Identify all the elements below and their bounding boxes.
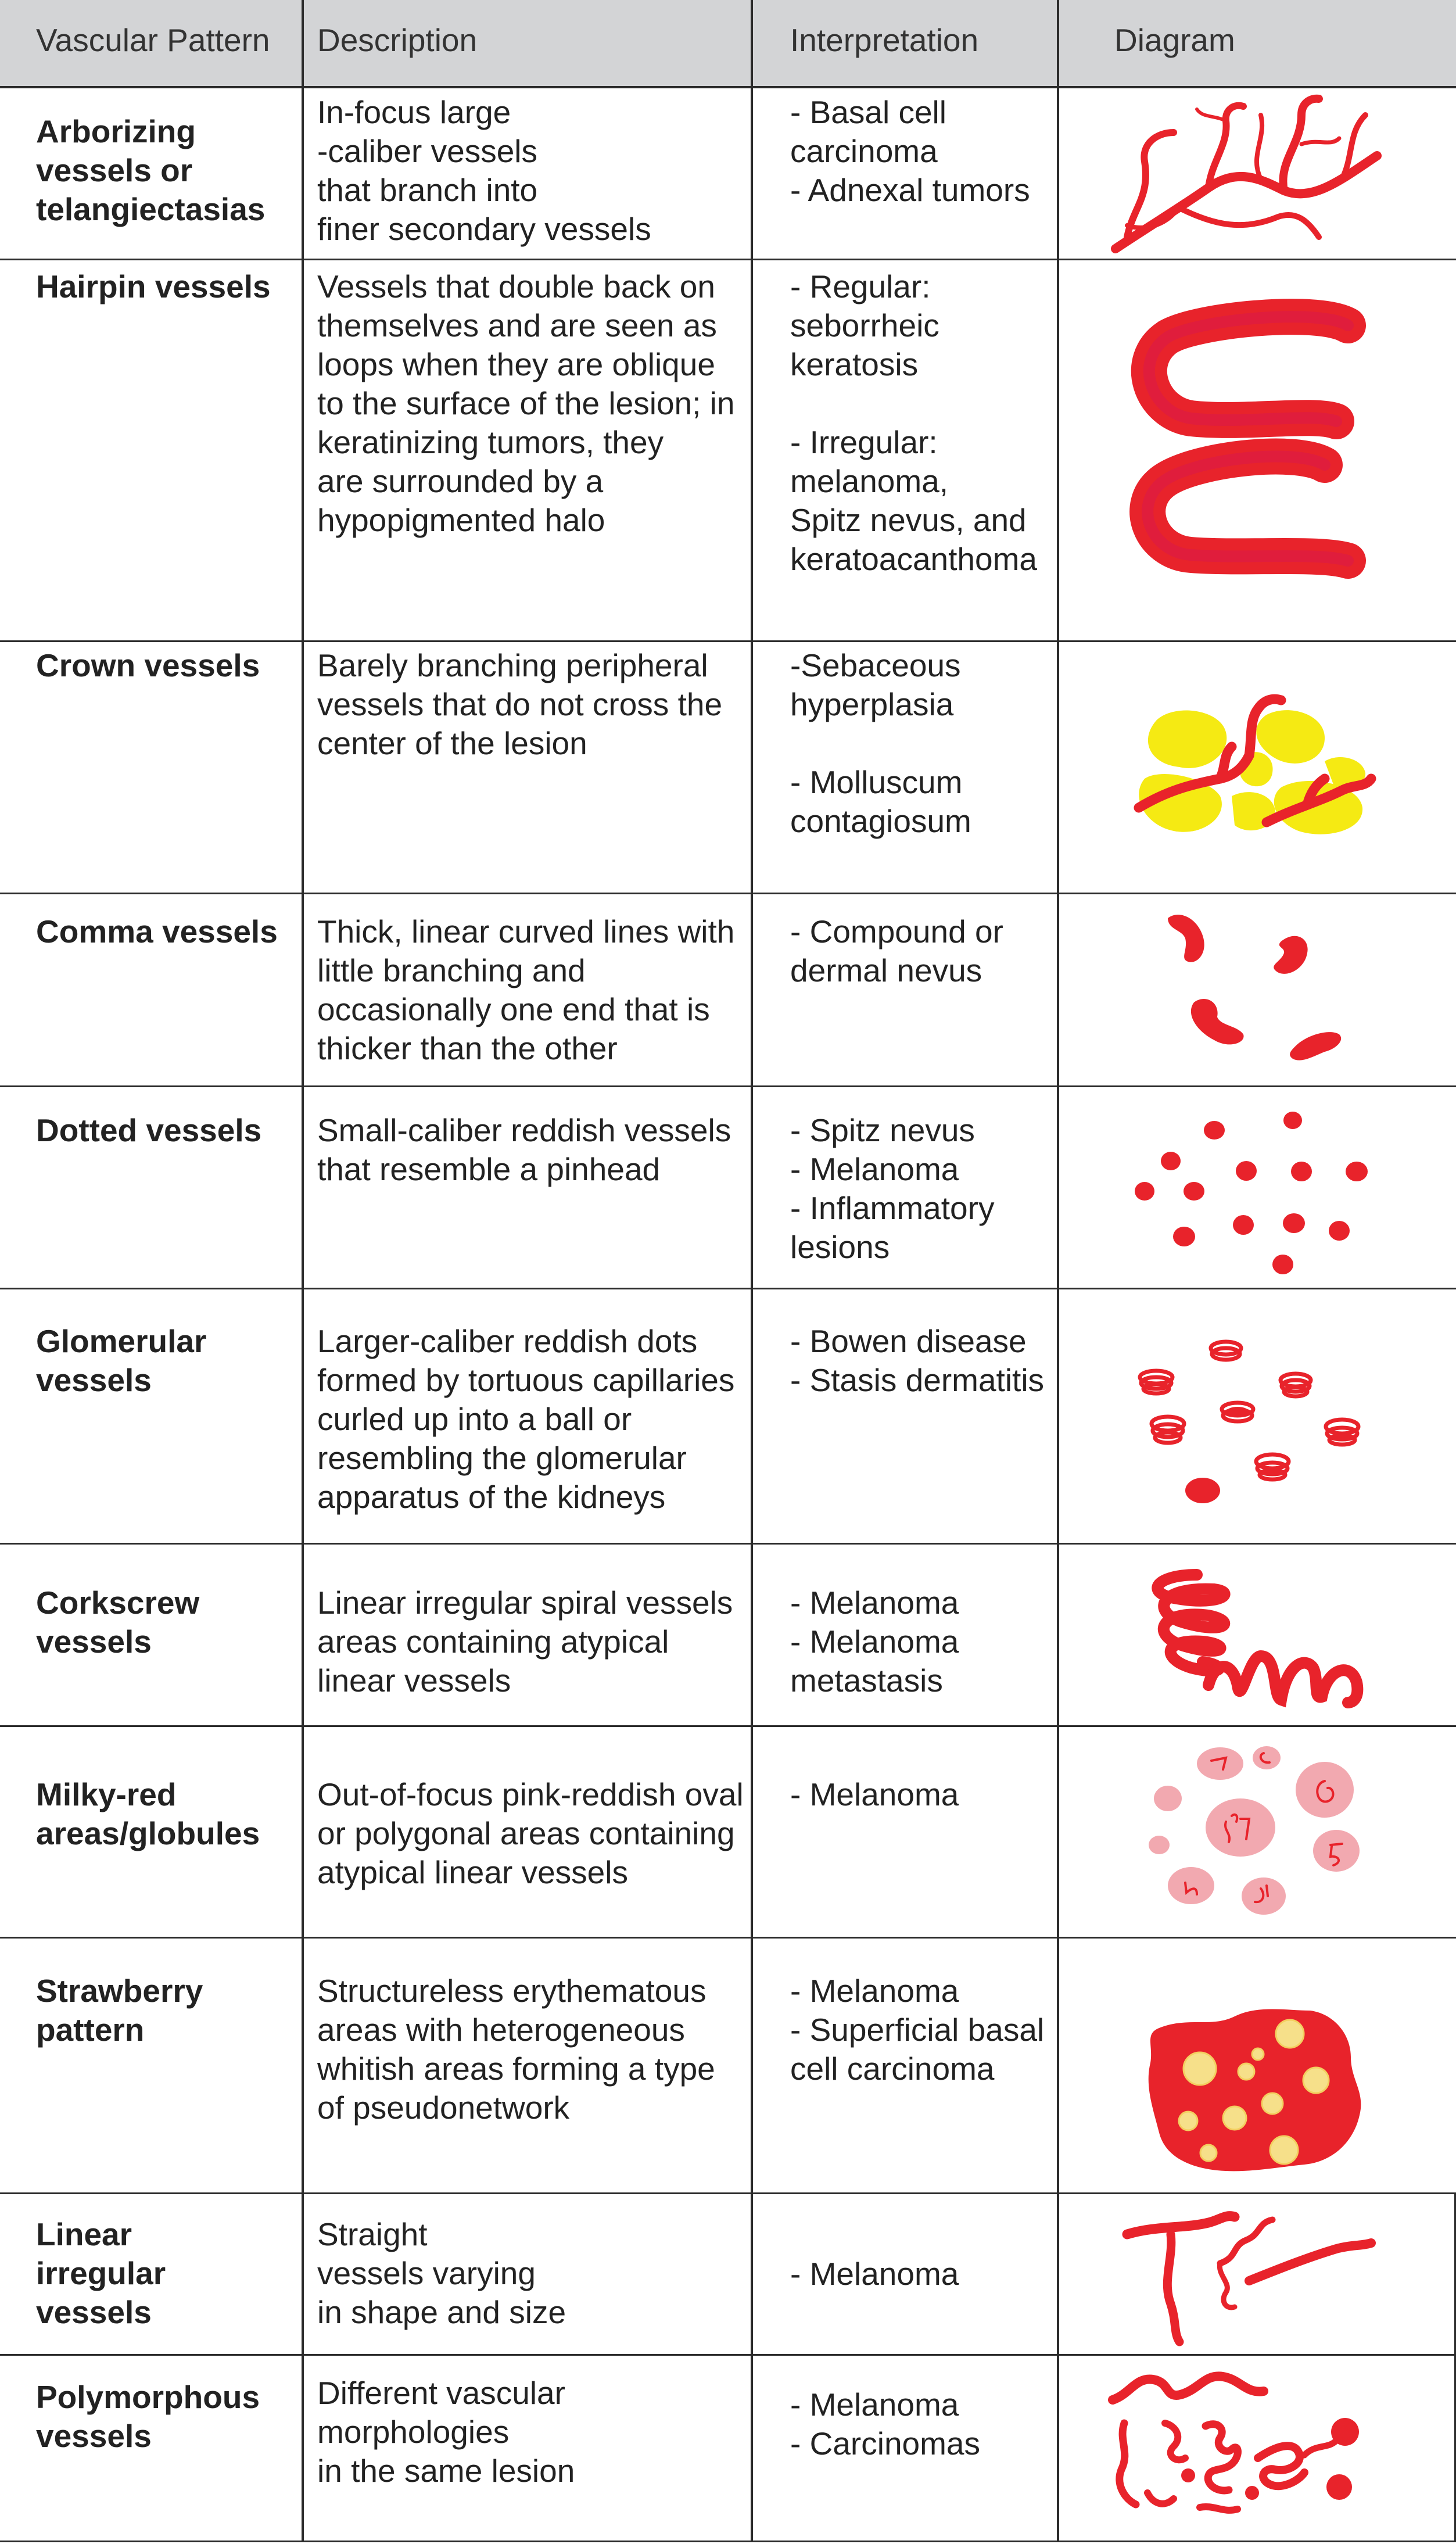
polymorphous-vessels-diagram <box>1107 2359 1362 2534</box>
column-header-vascular-pattern: Vascular Pattern <box>36 22 270 58</box>
interpretation-text: -Sebaceous hyperplasia - Molluscum contagiosum <box>790 647 971 839</box>
description-text: Barely branching peripheral vessels that do not cross the center of the lesion <box>317 647 723 761</box>
row-divider <box>0 1543 1456 1545</box>
pattern-name: Glomerular vessels <box>36 1323 207 1398</box>
pattern-name: Crown vessels <box>36 647 260 683</box>
interpretation-text: - Melanoma <box>790 2256 959 2292</box>
interpretation-text: - Bowen disease - Stasis dermatitis <box>790 1323 1045 1398</box>
dotted-vessels-diagram <box>1127 1104 1377 1284</box>
interpretation-text: - Compound or dermal nevus <box>790 913 1003 988</box>
row-divider <box>0 1288 1456 1289</box>
column-divider <box>751 0 753 2542</box>
corkscrew-vessels-diagram <box>1139 1557 1371 1720</box>
interpretation-text: - Melanoma - Superficial basal cell carcinoma <box>790 1973 1045 2087</box>
row-divider <box>0 2354 1456 2356</box>
table-bottom-rule <box>0 2541 1456 2542</box>
description-text: Different vascular morphologies in the same lesion <box>317 2375 575 2489</box>
column-header-interpretation: Interpretation <box>790 22 979 58</box>
pattern-name: Strawberry pattern <box>36 1973 203 2048</box>
row-divider <box>0 1725 1456 1727</box>
column-divider <box>1057 0 1059 2542</box>
column-header-diagram: Diagram <box>1114 22 1235 58</box>
pattern-name: Linear irregular vessels <box>36 2216 166 2330</box>
description-text: In-focus large -caliber vessels that branch into finer secondary vessels <box>317 94 651 247</box>
row-divider <box>0 2192 1456 2194</box>
row-divider <box>0 1937 1456 1939</box>
description-text: Vessels that double back on themselves and are seen as loops when they are oblique to the surface of the lesion; in keratinizing tumors, they are surrounded by a hypopigmented halo <box>317 268 735 538</box>
row-divider <box>0 640 1456 642</box>
pattern-name: Hairpin vessels <box>36 268 271 304</box>
description-text: Larger-caliber reddish dots formed by tortuous capillaries curled up into a ball or resembling the glomerular apparatus of the kidneys <box>317 1323 735 1515</box>
pattern-name: Polymorphous vessels <box>36 2379 260 2454</box>
comma-vessels-diagram <box>1156 906 1365 1081</box>
header-rule <box>0 86 1456 88</box>
description-text: Thick, linear curved lines with little branching and occasionally one end that is thicker than the other <box>317 913 735 1066</box>
glomerular-vessels-diagram <box>1133 1331 1377 1522</box>
interpretation-text: - Melanoma - Melanoma metastasis <box>790 1585 959 1699</box>
interpretation-text: - Melanoma <box>790 1776 959 1812</box>
row-divider <box>0 1085 1456 1087</box>
description-text: Straight vessels varying in shape and size <box>317 2216 566 2330</box>
row-divider <box>0 893 1456 894</box>
interpretation-text: - Melanoma - Carcinomas <box>790 2387 981 2461</box>
row-divider <box>0 259 1456 260</box>
description-text: Linear irregular spiral vessels areas containing atypical linear vessels <box>317 1585 733 1699</box>
column-header-description: Description <box>317 22 478 58</box>
interpretation-text: - Basal cell carcinoma - Adnexal tumors <box>790 94 1030 208</box>
pattern-name: Comma vessels <box>36 913 278 949</box>
description-text: Structureless erythematous areas with heterogeneous whitish areas forming a type of pseudonetwork <box>317 1973 715 2126</box>
linear-irregular-vessels-diagram <box>1121 2199 1377 2350</box>
column-divider <box>302 0 304 2542</box>
description-text: Out-of-focus pink-reddish oval or polygonal areas containing atypical linear vessels <box>317 1776 744 1890</box>
arborizing-vessels-diagram <box>1110 92 1383 257</box>
milky-red-globules-diagram <box>1139 1740 1371 1926</box>
interpretation-text: - Spitz nevus - Melanoma - Inflammatory lesions <box>790 1112 995 1265</box>
pattern-name: Milky-red areas/globules <box>36 1776 260 1851</box>
hairpin-vessels-diagram <box>1127 296 1383 575</box>
pattern-name: Arborizing vessels or telangiectasias <box>36 113 266 227</box>
crown-vessels-diagram <box>1133 691 1377 848</box>
description-text: Small-caliber reddish vessels that resemble a pinhead <box>317 1112 731 1187</box>
pattern-name: Dotted vessels <box>36 1112 262 1148</box>
interpretation-text: - Regular: seborrheic keratosis - Irregular: melanoma, Spitz nevus, and keratoacanthoma <box>790 268 1037 577</box>
strawberry-pattern-diagram <box>1142 1999 1368 2179</box>
pattern-name: Corkscrew vessels <box>36 1585 200 1660</box>
